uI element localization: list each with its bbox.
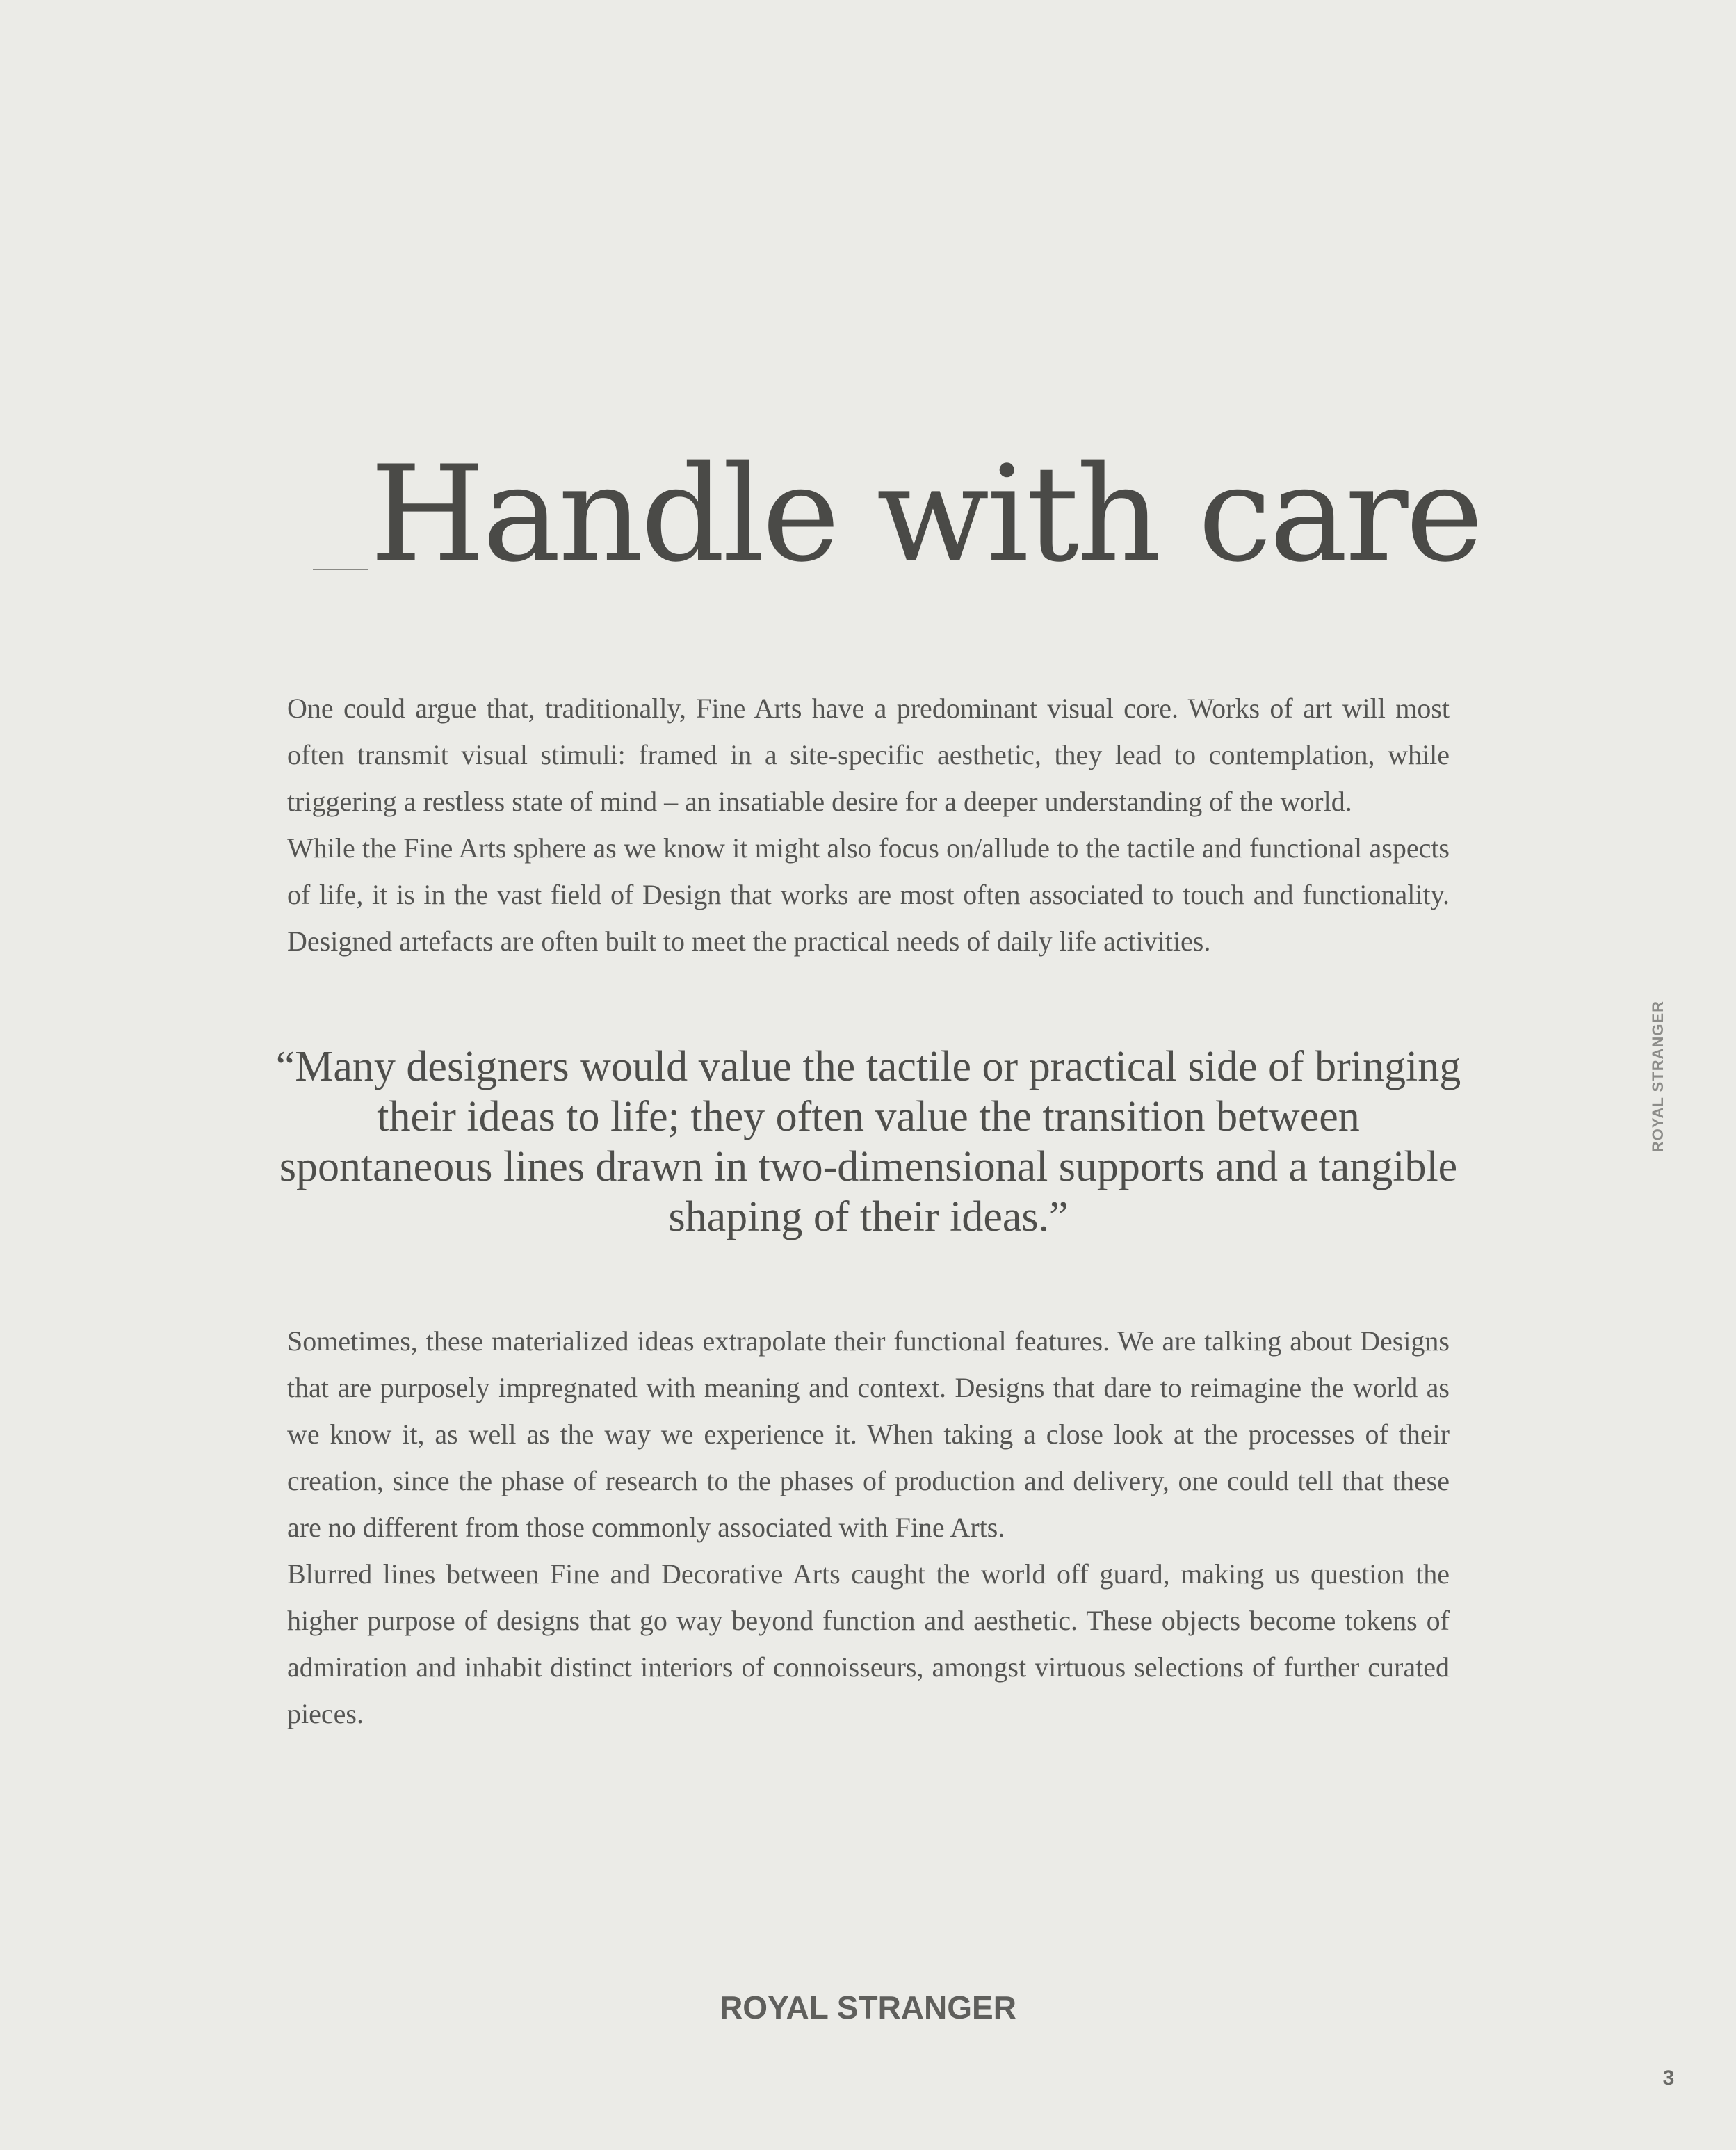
outro-paragraph: Sometimes, these materialized ideas extrapolate their functional features. We are talking about Designs that are purposely impregnated with meaning and context. Designs that dare to reimagine the world as we know it, as well as the way we experience it. When taking a close look at the processes of their creation, since the phase of research to the phases of production and delivery, one could tell that these are no different from those commonly associated with Fine Arts. bbox=[287, 1325, 1450, 1543]
outro-text bbox=[287, 1318, 1450, 1737]
title-block bbox=[313, 437, 1495, 591]
intro-text bbox=[287, 685, 1450, 964]
title-dash bbox=[313, 569, 368, 570]
outro-paragraph: Blurred lines between Fine and Decorative Arts caught the world off guard, making us question the higher purpose of designs that go way beyond function and aesthetic. These objects become tokens of admiration and inhabit distinct interiors of connoisseurs, amongst virtuous selections of further curated pieces. bbox=[287, 1558, 1450, 1729]
page-number: 3 bbox=[1662, 2067, 1675, 2090]
intro-paragraph: One could argue that, traditionally, Fine Arts have a predominant visual core. Works of art will most often transmit visual stimuli: framed in a site-specific aesthetic, they lead to contemplation, while triggering a restless state of mind – an insatiable desire for a deeper understanding of the world. bbox=[287, 693, 1450, 817]
intro-paragraph: While the Fine Arts sphere as we know it might also focus on/allude to the tactile and functional aspects of life, it is in the vast field of Design that works are most often associated to touch and functionality. Designed artefacts are often built to meet the practical needs of daily life activities. bbox=[287, 832, 1450, 957]
pull-quote: “Many designers would value the tactile or practical side of bringing their ideas to life; they often value the transition between spontaneous lines drawn in two-dimensional supports and a tangible shaping of their ideas.” bbox=[275, 1043, 1461, 1240]
page-title: Handle with care bbox=[370, 437, 1482, 591]
footer-brand-logo: ROYAL STRANGER bbox=[720, 1989, 1016, 2026]
side-brand-label: ROYAL STRANGER bbox=[1649, 1000, 1666, 1153]
